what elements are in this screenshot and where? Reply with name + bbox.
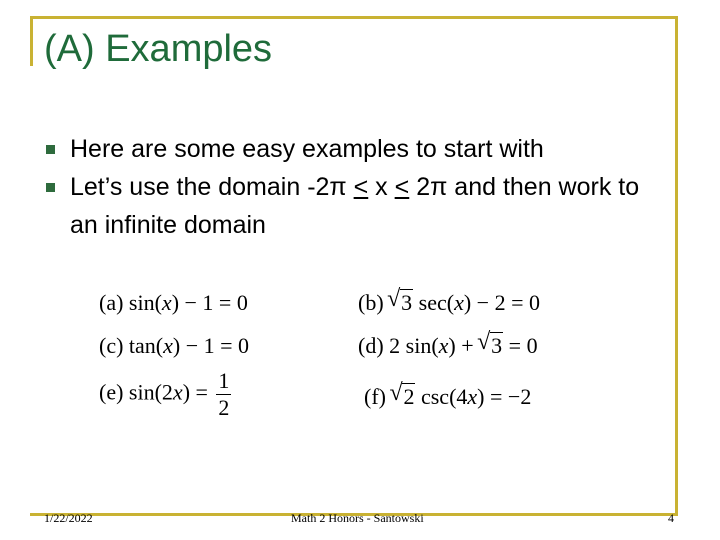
equation-variable: x: [467, 384, 478, 409]
equation-variable: x: [161, 290, 172, 315]
footer-date: 1/22/2022: [44, 511, 93, 525]
equation-part: 2 sin(: [389, 333, 439, 358]
frame-top-border: [30, 16, 678, 19]
equation-part: tan(: [128, 333, 164, 358]
equation-part: ) − 1 = 0: [171, 290, 248, 315]
equation-b: [358, 290, 540, 316]
bullet-list: [44, 130, 664, 244]
equation-part: ) =: [182, 379, 214, 405]
equation-c: [99, 333, 249, 359]
equation-variable: x: [454, 290, 464, 315]
less-equal-symbol: <: [353, 173, 369, 201]
fraction-numerator: 1: [218, 368, 230, 393]
fraction-denominator: 2: [218, 395, 230, 420]
slide-title: (A) Examples: [44, 28, 273, 70]
square-root: [391, 384, 415, 410]
equation-label: (c): [99, 333, 124, 358]
equation-e: [99, 368, 231, 421]
square-bullet-icon: [46, 145, 55, 154]
equation-part: csc(4: [415, 384, 468, 409]
equation-a: [99, 290, 248, 316]
equation-part: sec(: [413, 290, 455, 315]
radicand: 3: [401, 290, 413, 315]
equation-part: ) − 1 = 0: [172, 333, 250, 358]
footer-page-number: 4: [668, 511, 674, 525]
equation-part: sin(: [128, 290, 162, 315]
square-root: [479, 333, 503, 359]
equation-part: sin(2: [128, 379, 173, 405]
equation-label: (e): [99, 379, 124, 405]
bullet-text-pre: Let’s use the domain -2π: [70, 173, 354, 201]
square-bullet-icon: [46, 183, 55, 192]
equation-part: = 0: [503, 333, 538, 358]
equation-d: [358, 333, 538, 359]
bullet-text: Here are some easy examples to start with: [70, 135, 544, 163]
square-root: [389, 290, 413, 316]
fraction: [216, 368, 231, 421]
equation-f: [364, 384, 531, 410]
footer-course: Math 2 Honors - Santowski: [291, 511, 424, 525]
equation-label: (d): [358, 333, 384, 358]
equation-variable: x: [172, 379, 183, 405]
equation-variable: x: [163, 333, 173, 358]
equation-label: (f): [364, 384, 386, 409]
bullet-item: [44, 168, 664, 244]
bullet-item: [44, 130, 664, 168]
frame-left-border: [30, 16, 33, 66]
equation-part: ) = −2: [477, 384, 532, 409]
less-equal-symbol: <: [394, 173, 410, 201]
radicand: 3: [491, 333, 503, 358]
equation-variable: x: [438, 333, 449, 358]
equation-part: ) − 2 = 0: [463, 290, 540, 315]
equation-part: ) +: [448, 333, 480, 358]
bullet-text-mid: x: [368, 173, 395, 201]
radicand: 2: [403, 384, 415, 409]
equation-label: (b): [358, 290, 384, 315]
frame-right-border: [675, 16, 678, 516]
bullet-text-post: 2π and then work to an infinite domain: [70, 173, 640, 239]
equation-label: (a): [99, 290, 124, 315]
